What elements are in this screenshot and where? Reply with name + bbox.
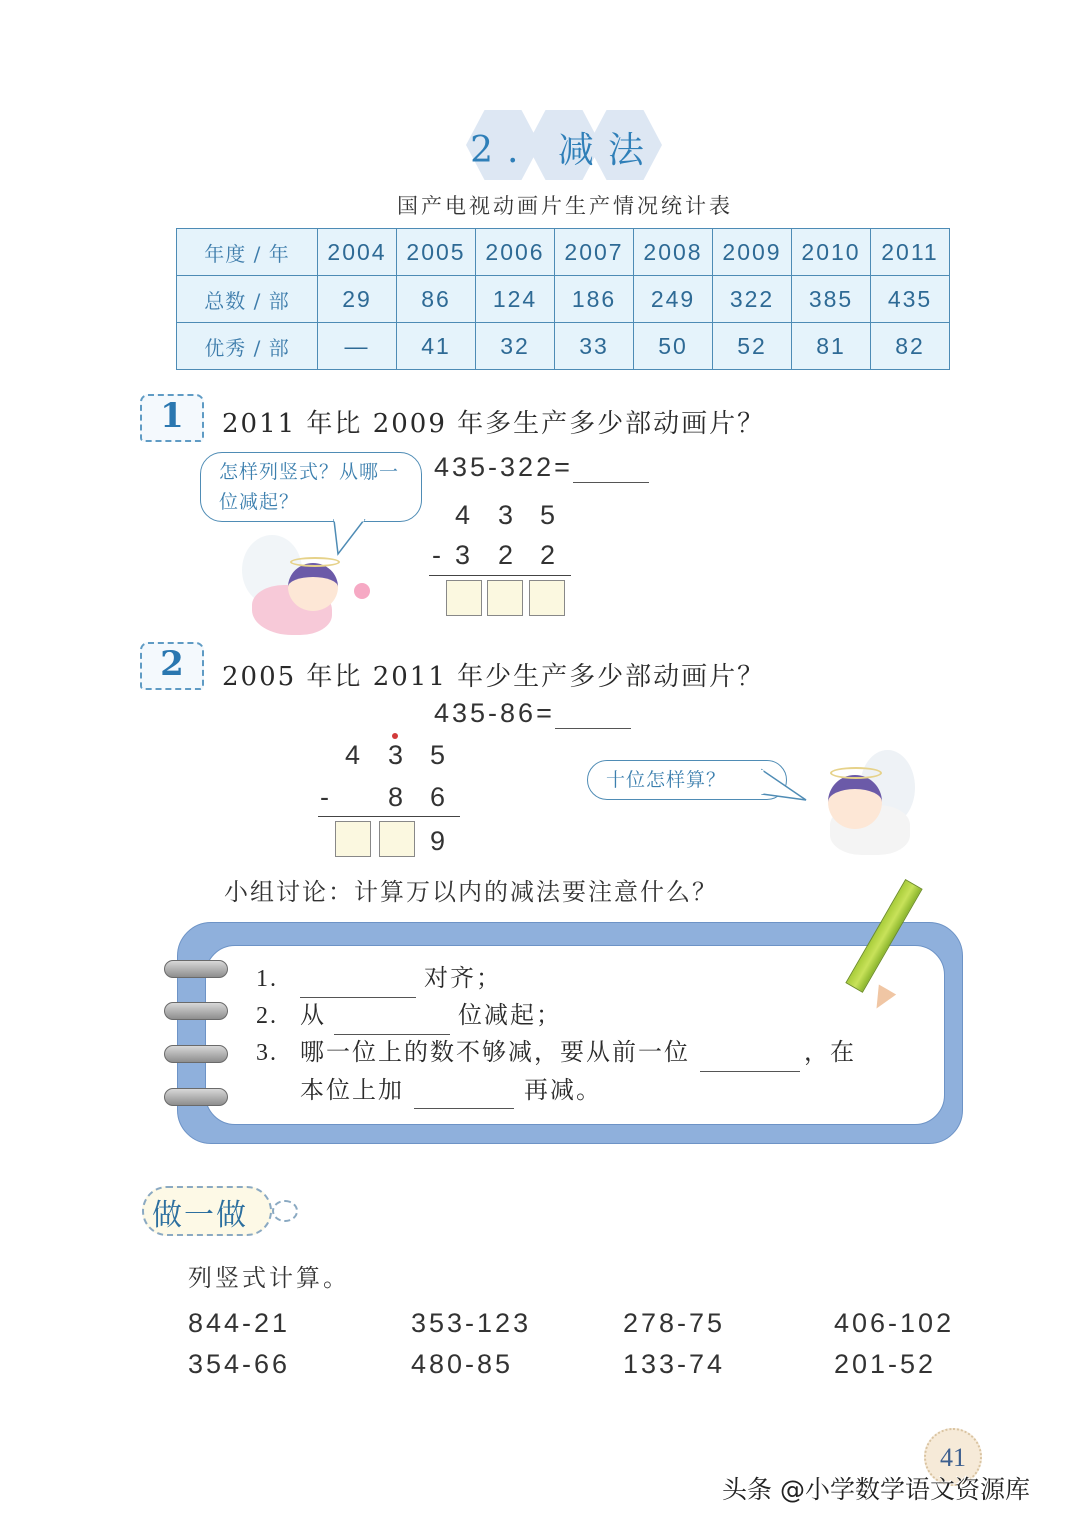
table-cell: 32 bbox=[476, 323, 555, 370]
table-cell: 2005 bbox=[397, 229, 476, 276]
fill-blank[interactable] bbox=[414, 1083, 514, 1109]
section-title: 2. 减法 bbox=[470, 130, 658, 171]
table-cell: 86 bbox=[397, 276, 476, 323]
equation-1: 435-322= bbox=[434, 452, 649, 483]
watermark: 头条 @小学数学语文资源库 bbox=[722, 1475, 1030, 1504]
table-caption: 国产电视动画片生产情况统计表 bbox=[397, 194, 733, 218]
note-item-3: 3. 哪一位上的数不够减，要从前一位 ，在 bbox=[256, 1034, 856, 1072]
digit: 6 bbox=[430, 782, 446, 812]
table-cell: 29 bbox=[318, 276, 397, 323]
face-icon bbox=[288, 563, 338, 611]
angel-illustration-2 bbox=[810, 745, 920, 860]
note-item-1: 1. 对齐； bbox=[256, 960, 502, 998]
halo-icon bbox=[830, 767, 882, 779]
practice-problem: 133-74 bbox=[623, 1349, 726, 1379]
spiral-ring-icon bbox=[164, 1088, 228, 1106]
practice-problem: 354-66 bbox=[188, 1349, 291, 1379]
table-cell: 2006 bbox=[476, 229, 555, 276]
note-item-3-cont: 本位上加 再减。 bbox=[300, 1072, 602, 1109]
table-cell: 52 bbox=[713, 323, 792, 370]
fill-blank[interactable] bbox=[300, 972, 416, 998]
table-cell: 2010 bbox=[792, 229, 871, 276]
table-cell: 2004 bbox=[318, 229, 397, 276]
table-cell: 41 bbox=[397, 323, 476, 370]
answer-box[interactable] bbox=[335, 821, 371, 857]
digit: 2 bbox=[540, 540, 556, 570]
divider-line bbox=[318, 816, 460, 817]
speech-bubble-tail-icon bbox=[760, 766, 810, 806]
speech-bubble-1: 怎样列竖式？从哪一位减起？ bbox=[200, 452, 422, 522]
table-row-year bbox=[177, 229, 950, 276]
practice-problem: 480-85 bbox=[411, 1349, 514, 1379]
answer-box[interactable] bbox=[529, 580, 565, 616]
digit: 3 bbox=[498, 500, 514, 530]
digit: 5 bbox=[430, 740, 446, 770]
practice-problem: 278-75 bbox=[623, 1308, 726, 1338]
table-cell: 186 bbox=[555, 276, 634, 323]
table-cell: 124 bbox=[476, 276, 555, 323]
fill-blank[interactable] bbox=[334, 1009, 450, 1035]
statistics-table bbox=[176, 228, 950, 370]
practice-badge-label: 做一做 bbox=[152, 1198, 248, 1233]
minus-sign: - bbox=[432, 540, 441, 570]
spiral-ring-icon bbox=[164, 960, 228, 978]
table-cell: — bbox=[318, 323, 397, 370]
question-2-badge: 2 bbox=[140, 642, 204, 694]
table-cell: 50 bbox=[634, 323, 713, 370]
spiral-ring-icon bbox=[164, 1045, 228, 1063]
badge-knob-icon bbox=[272, 1200, 298, 1222]
question-2-text: 2005 年比 2011 年少生产多少部动画片？ bbox=[222, 662, 766, 692]
face-icon bbox=[828, 775, 882, 829]
fill-blank[interactable] bbox=[700, 1046, 800, 1072]
note-item-2: 2. 从 位减起； bbox=[256, 997, 562, 1035]
table-cell: 33 bbox=[555, 323, 634, 370]
answer-blank[interactable] bbox=[573, 455, 649, 483]
section-title-badge bbox=[466, 110, 662, 180]
borrow-dot-icon bbox=[392, 733, 398, 739]
digit: 5 bbox=[540, 500, 556, 530]
digit: 3 bbox=[388, 740, 404, 770]
row-header: 年度 / 年 bbox=[177, 229, 318, 276]
table-cell: 249 bbox=[634, 276, 713, 323]
digit: 9 bbox=[430, 826, 446, 856]
question-1-badge: 1 bbox=[140, 394, 204, 446]
table-cell: 2009 bbox=[713, 229, 792, 276]
digit: 4 bbox=[455, 500, 471, 530]
digit: 3 bbox=[455, 540, 471, 570]
discussion-prompt: 小组讨论：计算万以内的减法要注意什么？ bbox=[224, 878, 718, 906]
minus-sign: - bbox=[320, 782, 329, 812]
sparkle-icon bbox=[354, 583, 370, 599]
practice-problem: 844-21 bbox=[188, 1308, 291, 1338]
table-cell: 2008 bbox=[634, 229, 713, 276]
table-cell: 385 bbox=[792, 276, 871, 323]
question-1-text: 2011 年比 2009 年多生产多少部动画片？ bbox=[222, 409, 766, 439]
answer-box[interactable] bbox=[446, 580, 482, 616]
table-cell: 435 bbox=[871, 276, 950, 323]
answer-blank[interactable] bbox=[555, 701, 631, 729]
table-row-excellent bbox=[177, 323, 950, 370]
spiral-ring-icon bbox=[164, 1002, 228, 1020]
table-cell: 322 bbox=[713, 276, 792, 323]
divider-line bbox=[429, 575, 571, 576]
answer-box[interactable] bbox=[379, 821, 415, 857]
practice-instruction: 列竖式计算。 bbox=[188, 1264, 350, 1292]
table-cell: 2007 bbox=[555, 229, 634, 276]
table-cell: 2011 bbox=[871, 229, 950, 276]
digit: 8 bbox=[388, 782, 404, 812]
halo-icon bbox=[290, 557, 340, 567]
table-cell: 81 bbox=[792, 323, 871, 370]
practice-problem: 201-52 bbox=[834, 1349, 937, 1379]
row-header: 总数 / 部 bbox=[177, 276, 318, 323]
speech-bubble-2: 十位怎样算？ bbox=[587, 760, 787, 800]
digit: 2 bbox=[498, 540, 514, 570]
table-row-total bbox=[177, 276, 950, 323]
angel-illustration-1 bbox=[232, 535, 372, 640]
answer-box[interactable] bbox=[487, 580, 523, 616]
digit: 4 bbox=[345, 740, 361, 770]
equation-2: 435-86= bbox=[434, 698, 631, 729]
page-number: 41 bbox=[924, 1428, 982, 1486]
practice-problem: 353-123 bbox=[411, 1308, 532, 1338]
row-header: 优秀 / 部 bbox=[177, 323, 318, 370]
practice-problem: 406-102 bbox=[834, 1308, 955, 1338]
table-cell: 82 bbox=[871, 323, 950, 370]
